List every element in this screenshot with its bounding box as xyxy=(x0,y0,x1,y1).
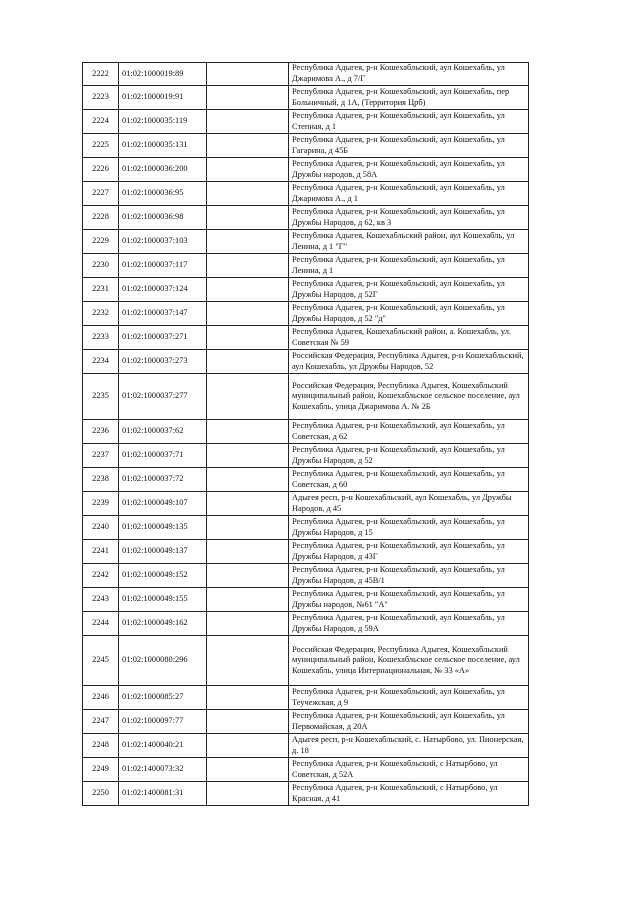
empty-cell xyxy=(207,588,289,612)
row-number: 2225 xyxy=(83,134,119,158)
row-number: 2246 xyxy=(83,686,119,710)
table-row xyxy=(83,206,529,230)
cadastral-number: 01:02:1000097:77 xyxy=(119,710,207,734)
table-row xyxy=(83,302,529,326)
cadastral-number: 01:02:1000019:89 xyxy=(119,63,207,86)
row-number: 2230 xyxy=(83,254,119,278)
row-number: 2224 xyxy=(83,110,119,134)
cadastral-number: 01:02:1000049:137 xyxy=(119,540,207,564)
table-row xyxy=(83,734,529,758)
table-row xyxy=(83,468,529,492)
table-row xyxy=(83,758,529,782)
address: Республика Адыгея, р-н Кошехабльский, аул Кошехабль, ул Дружбы Народов, д 52 "д" xyxy=(289,302,529,326)
row-number: 2237 xyxy=(83,444,119,468)
address: Республика Адыгея, р-н Кошехабльский, аул Кошехабль, ул Первомайская, д 20А xyxy=(289,710,529,734)
empty-cell xyxy=(207,564,289,588)
cadastral-number: 01:02:1000037:124 xyxy=(119,278,207,302)
table-row xyxy=(83,63,529,86)
table-row xyxy=(83,492,529,516)
cadastral-number: 01:02:1000049:162 xyxy=(119,612,207,636)
cadastral-number: 01:02:1000085:27 xyxy=(119,686,207,710)
empty-cell xyxy=(207,710,289,734)
table-row xyxy=(83,374,529,420)
row-number: 2223 xyxy=(83,86,119,110)
empty-cell xyxy=(207,444,289,468)
row-number: 2227 xyxy=(83,182,119,206)
address: Республика Адыгея, р-н Кошехабльский, аул Кошехабль, ул Советская, д 62 xyxy=(289,420,529,444)
cadastral-number: 01:02:1000035:131 xyxy=(119,134,207,158)
cadastral-number: 01:02:1000035:119 xyxy=(119,110,207,134)
empty-cell xyxy=(207,110,289,134)
cadastral-number: 01:02:1000049:152 xyxy=(119,564,207,588)
row-number: 2232 xyxy=(83,302,119,326)
table-row xyxy=(83,540,529,564)
cadastral-number: 01:02:1000036:200 xyxy=(119,158,207,182)
row-number: 2239 xyxy=(83,492,119,516)
cadastral-number: 01:02:1000049:107 xyxy=(119,492,207,516)
address: Республика Адыгея, р-н Кошехабльский, с Натырбово, ул Красная, д 41 xyxy=(289,782,529,806)
row-number: 2231 xyxy=(83,278,119,302)
property-table xyxy=(82,62,529,806)
empty-cell xyxy=(207,492,289,516)
table-row xyxy=(83,612,529,636)
row-number: 2242 xyxy=(83,564,119,588)
address: Республика Адыгея, р-н Кошехабльский, аул Кошехабль, ул Советская, д 60 xyxy=(289,468,529,492)
cadastral-number: 01:02:1000037:62 xyxy=(119,420,207,444)
cadastral-number: 01:02:1400081:31 xyxy=(119,782,207,806)
cadastral-number: 01:02:1000049:155 xyxy=(119,588,207,612)
empty-cell xyxy=(207,516,289,540)
cadastral-number: 01:02:1400040:21 xyxy=(119,734,207,758)
cadastral-number: 01:02:1000036:98 xyxy=(119,206,207,230)
row-number: 2222 xyxy=(83,63,119,86)
row-number: 2235 xyxy=(83,374,119,420)
row-number: 2245 xyxy=(83,636,119,686)
table-row xyxy=(83,158,529,182)
cadastral-number: 01:02:1000037:71 xyxy=(119,444,207,468)
empty-cell xyxy=(207,63,289,86)
empty-cell xyxy=(207,278,289,302)
empty-cell xyxy=(207,302,289,326)
address: Республика Адыгея, р-н Кошехабльский, аул Кошехабль, ул Степная, д 1 xyxy=(289,110,529,134)
empty-cell xyxy=(207,350,289,374)
row-number: 2248 xyxy=(83,734,119,758)
table-row xyxy=(83,588,529,612)
property-table-body xyxy=(83,63,529,806)
table-row xyxy=(83,86,529,110)
empty-cell xyxy=(207,206,289,230)
address: Республика Адыгея, р-н Кошехабльский, аул Кошехабль, ул Ленина, д 1 xyxy=(289,254,529,278)
row-number: 2247 xyxy=(83,710,119,734)
empty-cell xyxy=(207,230,289,254)
empty-cell xyxy=(207,734,289,758)
table-row xyxy=(83,782,529,806)
empty-cell xyxy=(207,540,289,564)
address: Республика Адыгея, р-н Кошехабльский, аул Кошехабль, ул Джаримова А., д 1 xyxy=(289,182,529,206)
empty-cell xyxy=(207,254,289,278)
empty-cell xyxy=(207,374,289,420)
table-row xyxy=(83,326,529,350)
table-row xyxy=(83,516,529,540)
cadastral-number: 01:02:1000037:271 xyxy=(119,326,207,350)
empty-cell xyxy=(207,86,289,110)
cadastral-number: 01:02:1000019:91 xyxy=(119,86,207,110)
address: Республика Адыгея, р-н Кошехабльский, аул Кошехабль, ул Гагарина, д 45Б xyxy=(289,134,529,158)
table-row xyxy=(83,564,529,588)
cadastral-number: 01:02:1000037:277 xyxy=(119,374,207,420)
address: Республика Адыгея, р-н Кошехабльский, с Натырбово, ул Советская, д 52А xyxy=(289,758,529,782)
address: Республика Адыгея, Кошехабльский район, а. Кошехабль, ул. Советская № 59 xyxy=(289,326,529,350)
row-number: 2229 xyxy=(83,230,119,254)
empty-cell xyxy=(207,134,289,158)
table-row xyxy=(83,134,529,158)
address: Республика Адыгея, р-н Кошехабльский, аул Кошехабль, пер Больничный, д 1А, (Территория Црб) xyxy=(289,86,529,110)
cadastral-number: 01:02:1000049:135 xyxy=(119,516,207,540)
row-number: 2250 xyxy=(83,782,119,806)
table-row xyxy=(83,636,529,686)
empty-cell xyxy=(207,686,289,710)
address: Республика Адыгея, р-н Кошехабльский, аул Кошехабль, ул Дружбы Народов, д 43Г xyxy=(289,540,529,564)
address: Республика Адыгея, р-н Кошехабльский, аул Кошехабль, ул Джаримова А., д 7/Г xyxy=(289,63,529,86)
cadastral-number: 01:02:1000080:296 xyxy=(119,636,207,686)
table-row xyxy=(83,182,529,206)
row-number: 2244 xyxy=(83,612,119,636)
table-row xyxy=(83,710,529,734)
address: Республика Адыгея, р-н Кошехабльский, аул Кошехабль, ул Дружбы Народов, д 59А xyxy=(289,612,529,636)
address: Республика Адыгея, р-н Кошехабльский, аул Кошехабль, ул Дружбы народов, д 58А xyxy=(289,158,529,182)
table-row xyxy=(83,444,529,468)
table-row xyxy=(83,350,529,374)
table-row xyxy=(83,110,529,134)
address: Адыгея респ, р-н Кошехабльский, аул Кошехабль, ул Дружбы Народов, д 45 xyxy=(289,492,529,516)
cadastral-number: 01:02:1400073:32 xyxy=(119,758,207,782)
address: Республика Адыгея, р-н Кошехабльский, аул Кошехабль, ул Теучежская, д 9 xyxy=(289,686,529,710)
address: Адыгея респ, р-н Кошехабльский, с. Натырбово, ул. Пионерская, д. 18 xyxy=(289,734,529,758)
empty-cell xyxy=(207,758,289,782)
cadastral-number: 01:02:1000037:273 xyxy=(119,350,207,374)
row-number: 2243 xyxy=(83,588,119,612)
cadastral-number: 01:02:1000037:147 xyxy=(119,302,207,326)
empty-cell xyxy=(207,182,289,206)
address: Республика Адыгея, р-н Кошехабльский, аул Кошехабль, ул Дружбы Народов, д 15 xyxy=(289,516,529,540)
cadastral-number: 01:02:1000037:103 xyxy=(119,230,207,254)
address: Республика Адыгея, Кошехабльский район, аул Кошехабль, ул Ленина, д 1 "Г" xyxy=(289,230,529,254)
address: Республика Адыгея, р-н Кошехабльский, аул Кошехабль, ул Дружбы народов, №61 "А" xyxy=(289,588,529,612)
table-row xyxy=(83,278,529,302)
empty-cell xyxy=(207,468,289,492)
address: Российская Федерация, Республика Адыгея, Кошехабльский муниципальный район, Кошехабльское сельское поселение, аул Кошехабль, улица Джаримова А. № 2Б xyxy=(289,374,529,420)
empty-cell xyxy=(207,782,289,806)
table-row xyxy=(83,420,529,444)
row-number: 2234 xyxy=(83,350,119,374)
address: Республика Адыгея, р-н Кошехабльский, аул Кошехабль, ул Дружбы Народов, д 62, кв 3 xyxy=(289,206,529,230)
cadastral-number: 01:02:1000036:95 xyxy=(119,182,207,206)
row-number: 2226 xyxy=(83,158,119,182)
empty-cell xyxy=(207,636,289,686)
empty-cell xyxy=(207,158,289,182)
table-row xyxy=(83,686,529,710)
empty-cell xyxy=(207,326,289,350)
row-number: 2236 xyxy=(83,420,119,444)
row-number: 2228 xyxy=(83,206,119,230)
row-number: 2240 xyxy=(83,516,119,540)
empty-cell xyxy=(207,612,289,636)
address: Республика Адыгея, р-н Кошехабльский, аул Кошехабль, ул Дружбы Народов, д 52Г xyxy=(289,278,529,302)
table-row xyxy=(83,254,529,278)
table-row xyxy=(83,230,529,254)
cadastral-number: 01:02:1000037:117 xyxy=(119,254,207,278)
address: Российская Федерация, Республика Адыгея, Кошехабльский муниципальный район, Кошехабльское сельское поселение, аул Кошехабль, улица Интернациональная, № 33 «А» xyxy=(289,636,529,686)
row-number: 2233 xyxy=(83,326,119,350)
address: Республика Адыгея, р-н Кошехабльский, аул Кошехабль, ул Дружбы Народов, д 45В/1 xyxy=(289,564,529,588)
row-number: 2241 xyxy=(83,540,119,564)
address: Российская Федерация, Республика Адыгея, р-н Кошехабльский, аул Кошехабль, ул Дружбы Народов, 52 xyxy=(289,350,529,374)
row-number: 2238 xyxy=(83,468,119,492)
address: Республика Адыгея, р-н Кошехабльский, аул Кошехабль, ул Дружбы Народов, д 52 xyxy=(289,444,529,468)
cadastral-number: 01:02:1000037:72 xyxy=(119,468,207,492)
row-number: 2249 xyxy=(83,758,119,782)
empty-cell xyxy=(207,420,289,444)
